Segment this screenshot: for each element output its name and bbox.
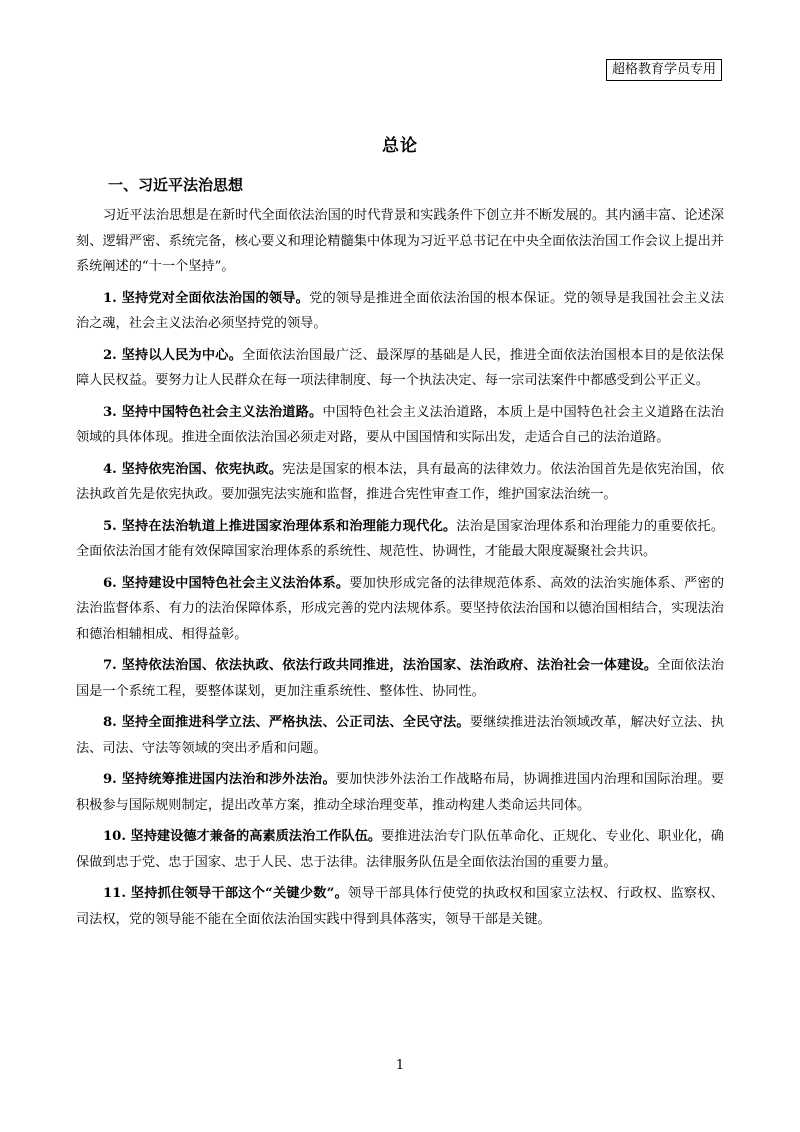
principle-item-9 [76,767,724,818]
intro-paragraph: 习近平法治思想是在新时代全面依法治国的时代背景和实践条件下创立并不断发展的。其内涵丰富、论述深刻、逻辑严密、系统完备，核心要义和理论精髓集中体现为习近平总书记在中央全面依法治国工作会议上提出并系统阐述的“十一个坚持”。 [76,208,724,274]
principle-text: 法治是国家治理体系和治理能力的重要依托。全面依法治国才能有效保障国家治理体系的系统性、规范性、协调性，才能最大限度凝聚社会共识。 [76,518,725,559]
principle-text: 要加快涉外法治工作战略布局，协调推进国内治理和国际治理。要积极参与国际规则制定，提出改革方案，推动全球治理变革，推动构建人类命运共同体。 [76,772,725,813]
principle-text: 要推进法治专门队伍革命化、正规化、专业化、职业化，确保做到忠于党、忠于国家、忠于人民、忠于法律。法律服务队伍是全面依法治国的重要力量。 [76,829,724,870]
principle-item-2 [76,343,724,394]
principle-lead: 9. 坚持统筹推进国内法治和涉外法治。 [103,772,336,787]
principle-lead: 11. 坚持抓住领导干部这个“关键少数”。 [103,886,349,901]
section-heading: 一、习近平法治思想 [108,176,244,194]
principle-lead: 1. 坚持党对全面依法治国的领导。 [103,290,310,306]
principle-text: 宪法是国家的根本法，具有最高的法律效力。依法治国首先是依宪治国，依法执政首先是依宪执政。要加强宪法实施和监督，推进合宪性审查工作，维护国家法治统一。 [76,461,725,502]
principle-lead: 10. 坚持建设德才兼备的高素质法治工作队伍。 [103,829,382,844]
principle-item-3 [76,400,724,451]
principle-text: 中国特色社会主义法治道路，本质上是中国特色社会主义道路在法治领域的具体体现。推进全面依法治国必须走对路，要从中国国情和实际出发，走适合自己的法治道路。 [76,404,725,445]
principle-text: 要加快形成完备的法律规范体系、高效的法治实施体系、严密的法治监督体系、有力的法治保障体系，形成完善的党内法规体系。要坚持依法治国和以德治国相结合，实现法治和德治相辅相成、相得益彰。 [76,575,725,642]
principle-text: 要继续推进法治领域改革，解决好立法、执法、司法、守法等领域的突出矛盾和问题。 [76,715,725,756]
principle-lead: 3. 坚持中国特色社会主义法治道路。 [103,404,323,420]
header-tag: 超格教育学员专用 [606,59,722,81]
principle-lead: 6. 坚持建设中国特色社会主义法治体系。 [103,575,350,591]
principle-item-1 [76,286,724,337]
principle-lead: 5. 坚持在法治轨道上推进国家治理体系和治理能力现代化。 [103,518,457,534]
principle-lead: 4. 坚持依宪治国、依宪执政。 [103,461,283,477]
principle-lead: 2. 坚持以人民为中心。 [103,347,243,363]
principle-text: 领导干部具体行使党的执政权和国家立法权、行政权、监察权、司法权，党的领导能不能在全面依法治国实践中得到具体落实，领导干部是关键。 [76,886,724,927]
principle-text: 全面依法治国最广泛、最深厚的基础是人民，推进全面依法治国根本目的是依法保障人民权益。要努力让人民群众在每一项法律制度、每一个执法决定、每一宗司法案件中都感受到公平正义。 [76,347,724,388]
principle-item-8 [76,710,724,761]
principle-lead: 8. 坚持全面推进科学立法、严格执法、公正司法、全民守法。 [103,715,470,730]
principle-item-11 [76,881,724,932]
principle-text: 全面依法治国是一个系统工程，要整体谋划，更加注重系统性、整体性、协同性。 [76,658,725,699]
principle-item-5 [76,514,724,565]
document-body [76,203,724,938]
principle-item-6 [76,571,724,648]
principle-item-4 [76,457,724,508]
principle-item-7 [76,653,724,704]
principle-text: 党的领导是推进全面依法治国的根本保证。党的领导是我国社会主义法治之魂，社会主义法治必须坚持党的领导。 [76,290,725,331]
principle-lead: 7. 坚持依法治国、依法执政、依法行政共同推进，法治国家、法治政府、法治社会一体建设。 [103,658,658,673]
page-number: 1 [395,1058,405,1073]
page-title: 总论 [382,136,418,156]
principle-item-10 [76,824,724,875]
